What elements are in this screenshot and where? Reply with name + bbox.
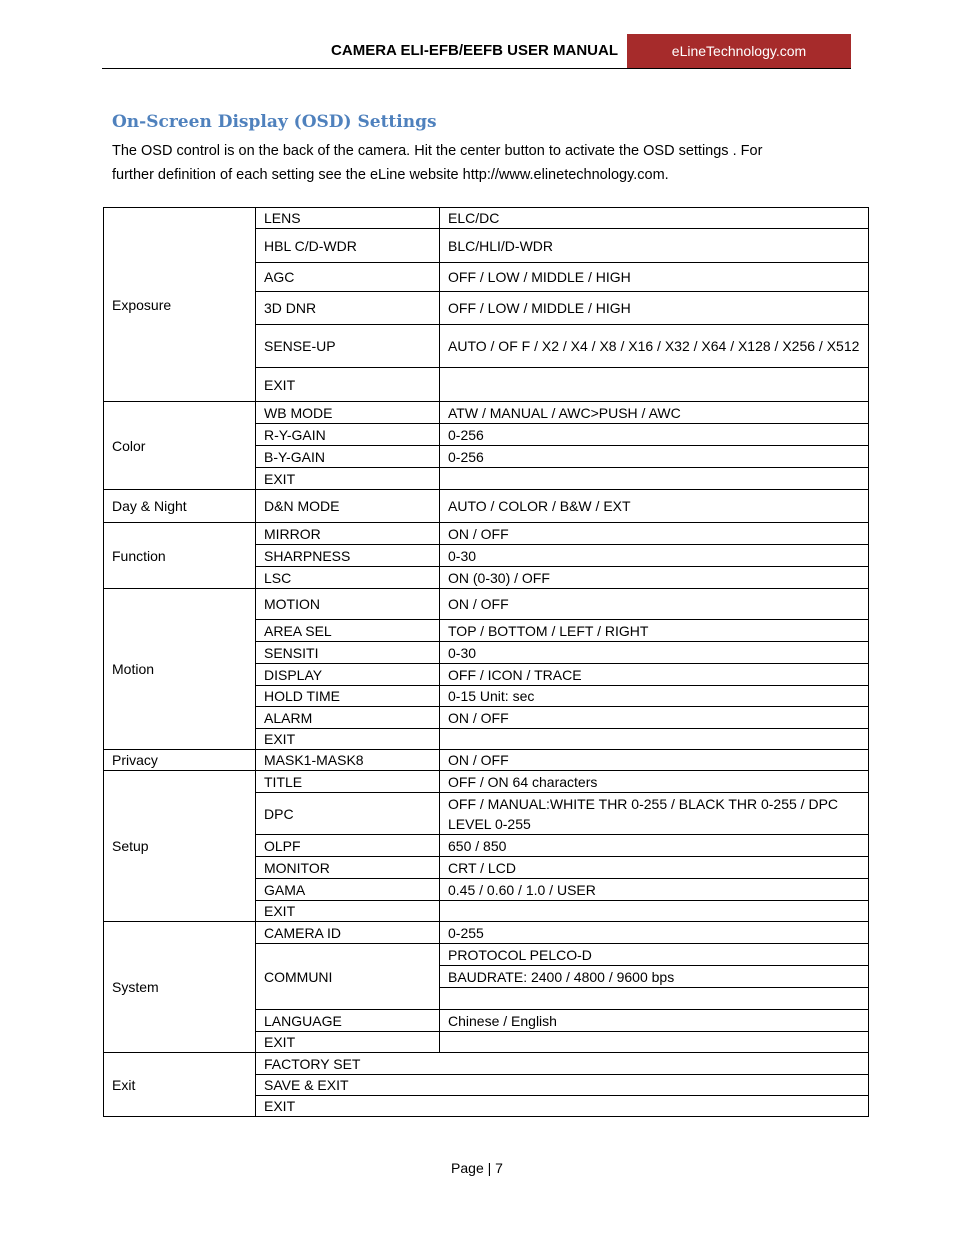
setting-cell: HOLD TIME [256, 686, 440, 707]
setting-cell: TITLE [256, 771, 440, 793]
setting-cell: DISPLAY [256, 664, 440, 686]
options-cell: ON (0-30) / OFF [440, 567, 869, 589]
options-cell [440, 729, 869, 750]
options-cell: PROTOCOL PELCO-D [440, 944, 869, 966]
options-cell: CRT / LCD [440, 857, 869, 879]
setting-cell: MOTION [256, 589, 440, 620]
setting-cell: B-Y-GAIN [256, 446, 440, 468]
options-cell: AUTO / COLOR / B&W / EXT [440, 490, 869, 523]
setting-cell: EXIT [256, 1032, 440, 1053]
manual-title: CAMERA ELI-EFB/EEFB USER MANUAL [331, 42, 618, 59]
setting-cell: EXIT [256, 368, 440, 402]
intro-line-1: The OSD control is on the back of the camera. Hit the center button to activate the OSD settings . For [112, 143, 763, 159]
options-cell: ATW / MANUAL / AWC>PUSH / AWC [440, 402, 869, 424]
page-number: Page | 7 [451, 1160, 503, 1176]
setting-cell: LSC [256, 567, 440, 589]
section-title: On-Screen Display (OSD) Settings [112, 112, 437, 132]
options-cell: 0-15 Unit: sec [440, 686, 869, 707]
setting-cell: ALARM [256, 707, 440, 729]
options-cell: 0-256 [440, 424, 869, 446]
options-cell: ON / OFF [440, 750, 869, 771]
options-cell: AUTO / OF F / X2 / X4 / X8 / X16 / X32 / X64 / X128 / X256 / X512 [440, 325, 869, 368]
options-cell: OFF / ICON / TRACE [440, 664, 869, 686]
category-cell: Day & Night [104, 490, 256, 523]
category-cell: Setup [104, 771, 256, 922]
setting-cell: MIRROR [256, 523, 440, 545]
setting-cell: EXIT [256, 1096, 869, 1117]
setting-cell: CAMERA ID [256, 922, 440, 944]
options-cell: 0-30 [440, 545, 869, 567]
osd-settings-table [103, 207, 869, 1117]
options-cell: 0-255 [440, 922, 869, 944]
category-cell: Exposure [104, 208, 256, 402]
setting-cell: AGC [256, 263, 440, 292]
options-cell: OFF / LOW / MIDDLE / HIGH [440, 292, 869, 325]
category-cell: Privacy [104, 750, 256, 771]
options-cell: 650 / 850 [440, 835, 869, 857]
setting-cell: MONITOR [256, 857, 440, 879]
setting-cell: HBL C/D-WDR [256, 229, 440, 263]
options-cell: ON / OFF [440, 589, 869, 620]
options-cell: OFF / MANUAL:WHITE THR 0-255 / BLACK THR 0-255 / DPC LEVEL 0-255 [440, 793, 869, 835]
options-cell: ON / OFF [440, 523, 869, 545]
page-header [102, 34, 851, 69]
setting-cell: EXIT [256, 468, 440, 490]
setting-cell: R-Y-GAIN [256, 424, 440, 446]
category-cell: Exit [104, 1053, 256, 1117]
setting-cell: LENS [256, 208, 440, 229]
setting-cell: MASK1-MASK8 [256, 750, 440, 771]
options-cell: 0-256 [440, 446, 869, 468]
options-cell: 0-30 [440, 642, 869, 664]
setting-cell: SHARPNESS [256, 545, 440, 567]
setting-cell: EXIT [256, 729, 440, 750]
options-cell: OFF / ON 64 characters [440, 771, 869, 793]
options-cell [440, 468, 869, 490]
setting-cell: LANGUAGE [256, 1010, 440, 1032]
setting-cell: FACTORY SET [256, 1053, 869, 1075]
setting-cell: COMMUNI [256, 944, 440, 1010]
setting-cell: SENSE-UP [256, 325, 440, 368]
category-cell: System [104, 922, 256, 1053]
setting-cell: SENSITI [256, 642, 440, 664]
options-cell: BAUDRATE: 2400 / 4800 / 9600 bps [440, 966, 869, 988]
setting-cell: WB MODE [256, 402, 440, 424]
category-cell: Motion [104, 589, 256, 750]
category-cell: Function [104, 523, 256, 589]
setting-cell: EXIT [256, 901, 440, 922]
options-cell: OFF / LOW / MIDDLE / HIGH [440, 263, 869, 292]
setting-cell: OLPF [256, 835, 440, 857]
setting-cell: D&N MODE [256, 490, 440, 523]
setting-cell: GAMA [256, 879, 440, 901]
options-cell [440, 901, 869, 922]
options-cell: Chinese / English [440, 1010, 869, 1032]
intro-paragraph [112, 139, 842, 187]
options-cell [440, 1032, 869, 1053]
intro-line-2: further definition of each setting see the eLine website http://www.elinetechnology.com. [112, 167, 669, 183]
options-cell: ELC/DC [440, 208, 869, 229]
options-cell [440, 988, 869, 1010]
category-cell: Color [104, 402, 256, 490]
options-cell: TOP / BOTTOM / LEFT / RIGHT [440, 620, 869, 642]
options-cell [440, 368, 869, 402]
setting-cell: SAVE & EXIT [256, 1075, 869, 1096]
options-cell: 0.45 / 0.60 / 1.0 / USER [440, 879, 869, 901]
website-badge: eLineTechnology.com [627, 34, 851, 68]
setting-cell: AREA SEL [256, 620, 440, 642]
options-cell: ON / OFF [440, 707, 869, 729]
setting-cell: 3D DNR [256, 292, 440, 325]
options-cell: BLC/HLI/D-WDR [440, 229, 869, 263]
setting-cell: DPC [256, 793, 440, 835]
